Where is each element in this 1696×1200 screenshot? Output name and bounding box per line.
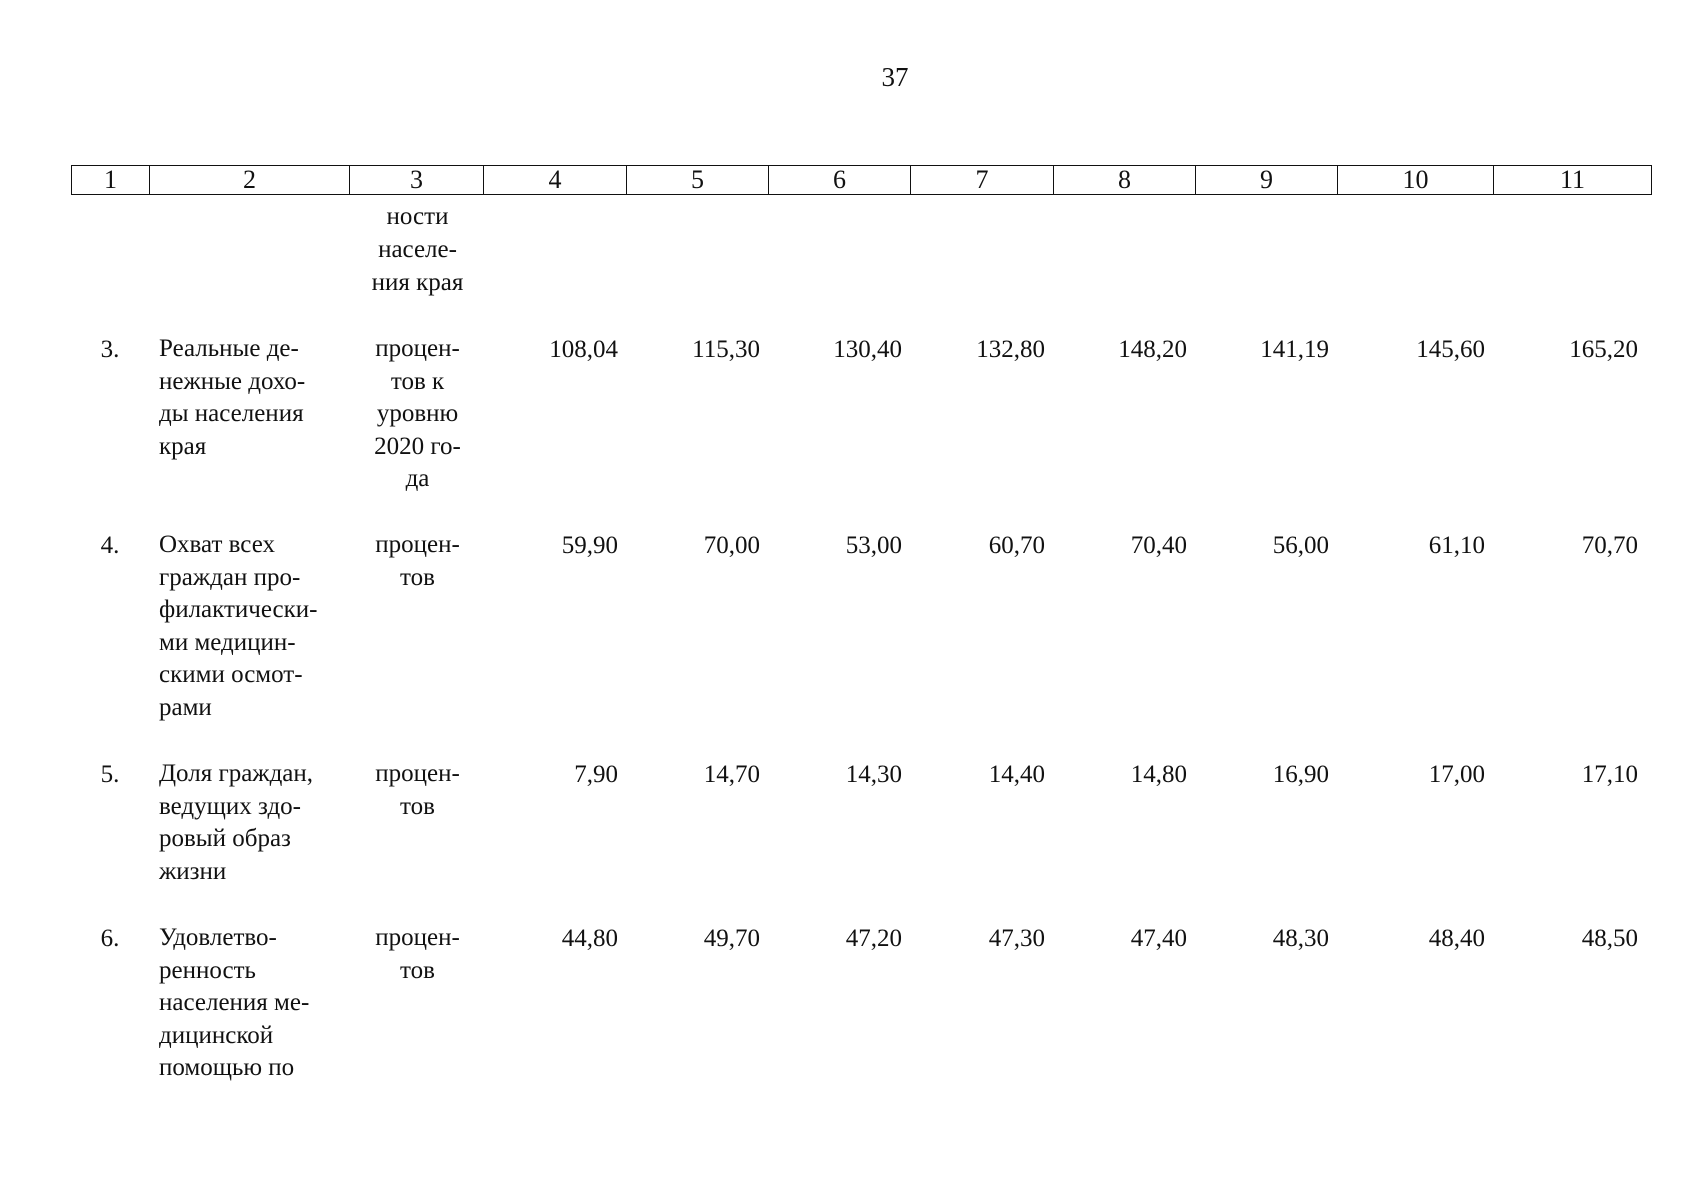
header-cell: 6 [769,166,911,194]
value-cell: 44,80 [561,925,618,952]
value-cell: 70,70 [1581,532,1638,559]
unit-of-measure [350,333,485,496]
value-cell: 115,30 [692,336,760,363]
indicator-name-line: граждан про- [159,563,301,591]
indicator-name [159,758,349,888]
value-cell: 60,70 [988,532,1045,559]
indicator-name-line: Охват всех [159,531,275,558]
page-number: 37 [881,62,909,92]
unit-line: уровню [376,400,459,427]
value-cell: 14,80 [1130,761,1187,788]
header-cell: 10 [1338,166,1494,194]
value-cell: 70,40 [1130,532,1187,559]
indicator-name-line: ровый образ [159,825,291,852]
unit-line: тов к [390,367,445,395]
unit-line: ния края [371,269,464,296]
value-cell: 14,70 [703,761,760,788]
unit-of-measure [350,922,485,987]
value-cell: 132,80 [976,336,1045,363]
indicator-name [159,333,349,463]
unit-line: тов [400,956,435,984]
header-cell: 8 [1054,166,1196,194]
unit-line: процен- [375,924,460,951]
value-cell: 48,30 [1272,925,1329,952]
value-cell: 16,90 [1272,761,1329,788]
unit-line: процен- [375,760,460,787]
indicator-name-line: Реальные де- [159,335,299,362]
table-header-row [71,165,1652,195]
indicator-name-line: края [159,432,207,460]
indicator-name-line: помощью по [159,1054,295,1081]
value-cell: 14,30 [845,761,902,788]
value-cell: 17,10 [1581,761,1638,788]
value-cell: 148,20 [1118,336,1187,363]
value-cell: 108,04 [549,336,618,363]
unit-line: процен- [375,335,460,362]
unit-line: да [405,465,430,492]
value-cell: 48,50 [1581,925,1638,952]
header-cell: 3 [350,166,484,194]
indicator-name-line: жизни [159,857,227,885]
indicator-name-line: ведущих здо- [159,792,301,820]
indicator-name-line: нежные дохо- [159,367,306,395]
unit-line: тов [400,563,435,591]
value-cell: 56,00 [1272,532,1329,559]
unit-line: населе- [378,236,457,263]
indicator-name-line: Удовлетво- [159,924,277,951]
unit-of-measure [350,529,485,594]
value-cell: 141,19 [1260,336,1329,363]
row-number: 4. [100,532,120,559]
indicator-name-line: ми медицин- [159,628,296,656]
value-cell: 14,40 [988,761,1045,788]
indicator-name-line: ды населения [159,400,304,427]
indicator-name-line: населения ме- [159,989,310,1016]
header-cell: 4 [484,166,627,194]
unit-line: тов [400,792,435,820]
header-cell: 5 [627,166,769,194]
indicator-name [159,529,349,724]
value-cell: 165,20 [1569,336,1638,363]
value-cell: 61,10 [1428,532,1485,559]
indicator-name-line: скими осмот- [159,661,303,688]
unit-line: процен- [375,531,460,558]
unit-line: 2020 го- [374,432,461,460]
value-cell: 47,30 [988,925,1045,952]
value-cell: 145,60 [1416,336,1485,363]
indicator-name-line: рами [159,693,212,721]
value-cell: 130,40 [833,336,902,363]
continuation-unit-cell [350,200,485,299]
header-cell: 11 [1559,165,1586,194]
header-cell: 2 [150,166,350,194]
value-cell: 48,40 [1428,925,1485,952]
indicator-name-line: ренность [159,956,256,984]
unit-of-measure [350,758,485,823]
indicator-name [159,922,349,1085]
row-number: 3. [100,336,120,363]
header-cell: 1 [72,166,150,194]
value-cell: 17,00 [1428,761,1485,788]
header-cell: 9 [1196,166,1338,194]
value-cell: 49,70 [703,925,760,952]
row-number: 5. [100,761,120,788]
indicator-name-line: Доля граждан, [159,760,314,787]
value-cell: 7,90 [574,761,618,788]
value-cell: 70,00 [703,532,760,559]
indicator-name-line: филактически- [159,596,318,623]
value-cell: 47,20 [845,925,902,952]
unit-line: ности [386,203,449,230]
value-cell: 59,90 [561,532,618,559]
indicator-name-line: дицинской [159,1021,274,1049]
row-number: 6. [100,925,120,952]
header-cell: 7 [911,166,1054,194]
value-cell: 53,00 [845,532,902,559]
value-cell: 47,40 [1130,925,1187,952]
